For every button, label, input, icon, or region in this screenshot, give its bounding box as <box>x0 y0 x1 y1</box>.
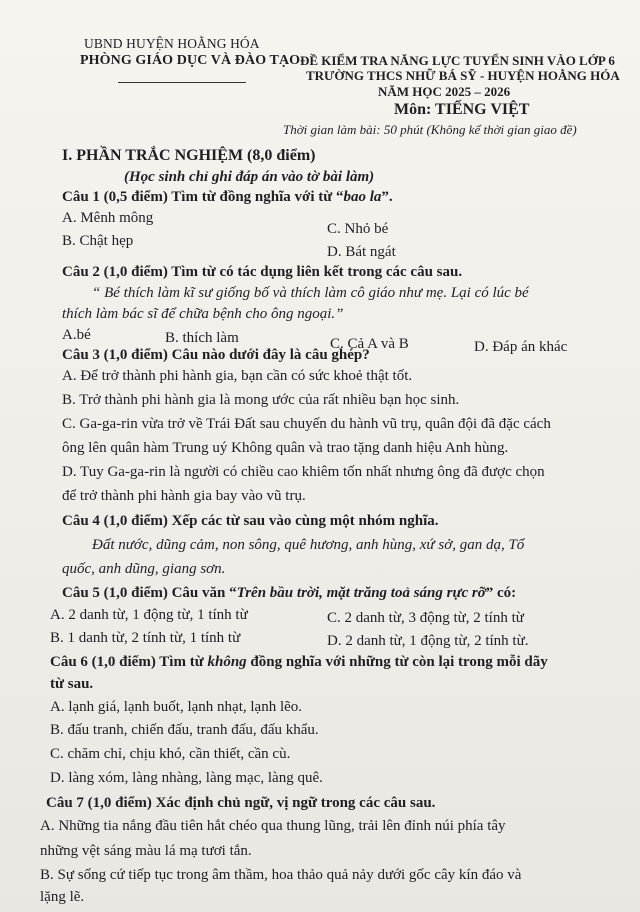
q2-stem: Câu 2 (1,0 điểm) Tìm từ có tác dụng liên kết trong các câu sau. <box>62 264 463 280</box>
q4-words-line1: Đất nước, dũng cảm, non sông, quê hương, anh hùng, xứ sở, gan dạ, Tổ <box>92 537 525 553</box>
q1-option-b: B. Chật hẹp <box>62 233 134 249</box>
q1-stem-text: Câu 1 (0,5 điểm) Tìm từ đồng nghĩa với từ “ <box>62 189 344 205</box>
q2-option-a: A.bé <box>62 327 91 343</box>
q6-stem-emphasis: không <box>207 654 247 670</box>
q3-option-d-line2: để trở thành phi hành gia bay vào vũ trụ. <box>62 488 306 504</box>
q6-option-a: A. lạnh giá, lạnh buốt, lạnh nhạt, lạnh lẽo. <box>50 699 303 715</box>
q7-sentence-a-line2: những vệt sáng màu lá mạ tươi tắn. <box>40 843 252 859</box>
q6-option-b: B. đấu tranh, chiến đấu, tranh đấu, đấu khẩu. <box>50 722 319 738</box>
q1-option-c: C. Nhỏ bé <box>327 221 389 237</box>
q6-stem-rest: đồng nghĩa với những từ còn lại trong mỗi dãy <box>246 654 548 670</box>
school-year: NĂM HỌC 2025 – 2026 <box>378 84 511 99</box>
section-title: I. PHẦN TRẮC NGHIỆM (8,0 điểm) <box>62 147 316 164</box>
q6-stem <box>50 654 548 671</box>
q1-stem <box>62 189 393 206</box>
q1-option-d: D. Bát ngát <box>327 244 396 260</box>
subject: Môn: TIẾNG VIỆT <box>394 101 530 118</box>
q4-words-line2: quốc, anh dũng, giang sơn. <box>62 561 226 577</box>
q7-stem: Câu 7 (1,0 điểm) Xác định chủ ngữ, vị ngữ trong các câu sau. <box>46 795 436 811</box>
q2-quote-line2: thích làm bác sĩ để chữa bệnh cho ông ngoại.” <box>62 306 344 322</box>
q5-option-a: A. 2 danh từ, 1 động từ, 1 tính từ <box>50 607 248 623</box>
q3-option-b: B. Trở thành phi hành gia là mong ước của rất nhiều bạn học sinh. <box>62 392 460 408</box>
time-limit: Thời gian làm bài: 50 phút (Không kể thời gian giao đề) <box>283 122 577 137</box>
q3-stem: Câu 3 (1,0 điểm) Câu nào dưới đây là câu ghép? <box>62 347 370 363</box>
office-name: PHÒNG GIÁO DỤC VÀ ĐÀO TẠO <box>80 53 301 68</box>
q5-stem-end: ” có: <box>485 585 517 601</box>
section-note: (Học sinh chỉ ghi đáp án vào tờ bài làm) <box>124 169 375 185</box>
q5-option-b: B. 1 danh từ, 2 tính từ, 1 tính từ <box>50 630 241 646</box>
exam-title: ĐỀ KIỂM TRA NĂNG LỰC TUYỂN SINH VÀO LỚP 6 <box>300 53 615 68</box>
q1-stem-word: bao la <box>343 189 382 205</box>
q4-stem: Câu 4 (1,0 điểm) Xếp các từ sau vào cùng một nhóm nghĩa. <box>62 513 439 529</box>
q3-option-d-line1: D. Tuy Ga-ga-rin là người có chiều cao khiêm tốn nhất nhưng ông đã được chọn <box>62 464 545 480</box>
q6-stem-line2: từ sau. <box>50 676 94 692</box>
q5-option-d: D. 2 danh từ, 1 động từ, 2 tính từ. <box>327 633 529 649</box>
q5-stem-quote: Trên bầu trời, mặt trăng toả sáng rực rỡ <box>236 585 486 601</box>
school-name: TRƯỜNG THCS NHỮ BÁ SỸ - HUYỆN HOẰNG HÓA <box>306 68 620 83</box>
q6-option-c: C. chăm chỉ, chịu khó, cần thiết, cần cù. <box>50 746 291 762</box>
q1-option-a: A. Mênh mông <box>62 210 154 226</box>
q5-stem <box>62 585 516 602</box>
q1-stem-end: ”. <box>381 189 393 205</box>
q6-stem-text: Câu 6 (1,0 điểm) Tìm từ <box>50 654 208 670</box>
q5-stem-text: Câu 5 (1,0 điểm) Câu văn “ <box>62 585 237 601</box>
q2-option-b: B. thích làm <box>165 330 239 346</box>
q6-option-d: D. làng xóm, làng nhàng, làng mạc, làng quê. <box>50 770 323 786</box>
q2-option-d: D. Đáp án khác <box>474 339 568 355</box>
q3-option-a: A. Để trở thành phi hành gia, bạn cần có sức khoẻ thật tốt. <box>62 368 413 384</box>
q7-sentence-a-line1: A. Những tia nắng đầu tiên hắt chéo qua thung lũng, trải lên đỉnh núi phía tây <box>40 818 506 834</box>
q7-sentence-b-line1: B. Sự sống cứ tiếp tục trong âm thầm, hoa thảo quả nảy dưới gốc cây kín đáo và <box>40 867 522 883</box>
q2-option-c: C. Cả A và B <box>330 336 409 352</box>
dept-name: UBND HUYỆN HOẰNG HÓA <box>84 36 260 51</box>
q5-option-c: C. 2 danh từ, 3 động từ, 2 tính từ <box>327 610 524 626</box>
q3-option-c-line1: C. Ga-ga-rin vừa trở về Trái Đất sau chuyến du hành vũ trụ, quân đội đã đặc cách <box>62 416 551 432</box>
q2-quote-line1: “ Bé thích làm kĩ sư giống bố và thích làm cô giáo như mẹ. Lại có lúc bé <box>92 285 529 301</box>
q3-option-c-line2: ông lên quân hàm Trung uý Không quân và trao tặng danh hiệu Anh hùng. <box>62 440 509 456</box>
q7-sentence-b-line2: lặng lẽ. <box>40 889 85 905</box>
header-divider <box>118 82 246 83</box>
